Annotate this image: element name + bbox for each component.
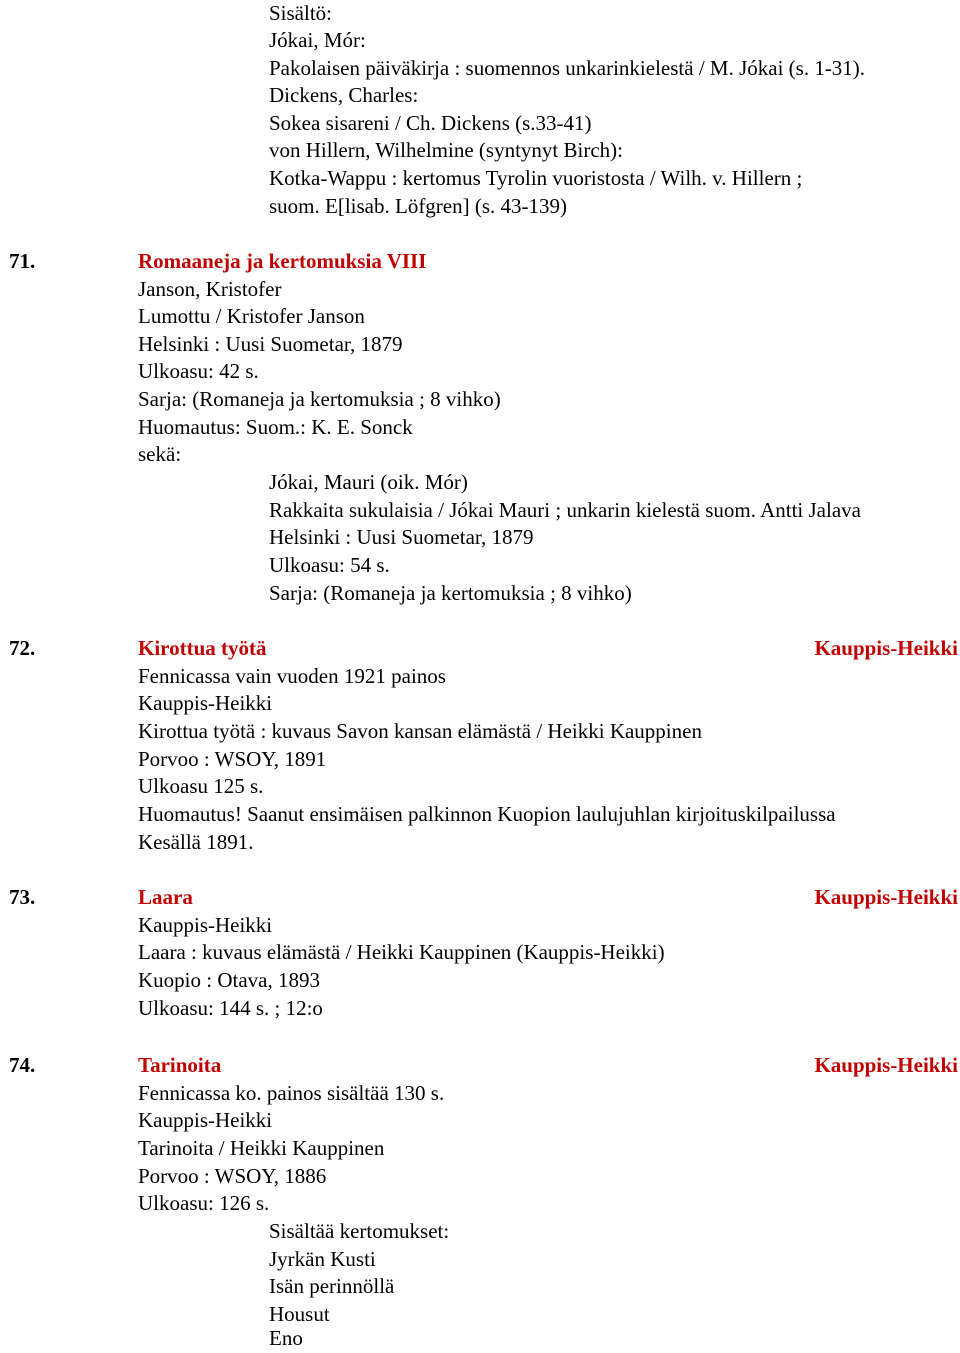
contents-line: Jókai, Mór: [269, 28, 366, 52]
entry-author: Kauppis-Heikki [814, 1053, 958, 1077]
entry-number: 72. [9, 636, 36, 660]
entry-title: Laara [138, 885, 193, 909]
contents-line: Dickens, Charles: [269, 83, 419, 107]
entry-line: Huomautus: Suom.: K. E. Sonck [138, 415, 413, 439]
entry-author: Kauppis-Heikki [814, 636, 958, 660]
entry-line: Tarinoita / Heikki Kauppinen [138, 1136, 385, 1160]
entry-number: 73. [9, 885, 36, 909]
entry-sub-line: Sarja: (Romaneja ja kertomuksia ; 8 vihko) [269, 581, 632, 605]
entry-title: Kirottua työtä [138, 636, 267, 660]
entry-sub-line: Rakkaita sukulaisia / Jókai Mauri ; unkarin kielestä suom. Antti Jalava [269, 498, 861, 522]
entry-line: Kauppis-Heikki [138, 913, 273, 937]
entry-line: sekä: [138, 442, 182, 466]
contents-line: von Hillern, Wilhelmine (syntynyt Birch): [269, 138, 623, 162]
entry-sub-line: Jyrkän Kusti [269, 1247, 376, 1271]
entry-author: Kauppis-Heikki [814, 885, 958, 909]
entry-line: Porvoo : WSOY, 1886 [138, 1164, 327, 1188]
entry-sub-line: Ulkoasu: 54 s. [269, 553, 390, 577]
entry-sub-line: Sisältää kertomukset: [269, 1219, 450, 1243]
entry-line: Laara : kuvaus elämästä / Heikki Kauppinen (Kauppis-Heikki) [138, 940, 665, 964]
contents-line: suom. E[lisab. Löfgren] (s. 43-139) [269, 194, 568, 218]
contents-line: Pakolaisen päiväkirja : suomennos unkarinkielestä / M. Jókai (s. 1-31). [269, 56, 866, 80]
entry-line: Ulkoasu: 144 s. ; 12:o [138, 996, 323, 1020]
entry-line: Fennicassa vain vuoden 1921 painos [138, 664, 446, 688]
entry-line: Fennicassa ko. painos sisältää 130 s. [138, 1081, 445, 1105]
entry-line: Ulkoasu 125 s. [138, 774, 264, 798]
entry-number: 74. [9, 1053, 36, 1077]
entry-sub-line: Eno [269, 1326, 303, 1350]
contents-line: Sokea sisareni / Ch. Dickens (s.33-41) [269, 111, 592, 135]
entry-line: Kirottua työtä : kuvaus Savon kansan elämästä / Heikki Kauppinen [138, 719, 702, 743]
entry-title: Tarinoita [138, 1053, 222, 1077]
entry-line: Kauppis-Heikki [138, 691, 273, 715]
contents-heading: Sisältö: [269, 1, 333, 25]
entry-line: Janson, Kristofer [138, 277, 282, 301]
entry-line: Kauppis-Heikki [138, 1108, 273, 1132]
entry-line: Ulkoasu: 42 s. [138, 359, 259, 383]
entry-line: Lumottu / Kristofer Janson [138, 304, 365, 328]
entry-title: Romaaneja ja kertomuksia VIII [138, 249, 427, 273]
entry-line: Sarja: (Romaneja ja kertomuksia ; 8 vihko) [138, 387, 501, 411]
entry-line: Kesällä 1891. [138, 830, 254, 854]
contents-line: Kotka-Wappu : kertomus Tyrolin vuoristosta / Wilh. v. Hillern ; [269, 166, 803, 190]
entry-number: 71. [9, 249, 36, 273]
entry-line: Ulkoasu: 126 s. [138, 1191, 270, 1215]
entry-sub-line: Jókai, Mauri (oik. Mór) [269, 470, 468, 494]
entry-sub-line: Isän perinnöllä [269, 1274, 395, 1298]
entry-line: Porvoo : WSOY, 1891 [138, 747, 327, 771]
entry-sub-line: Housut [269, 1302, 330, 1326]
entry-line: Helsinki : Uusi Suometar, 1879 [138, 332, 403, 356]
entry-line: Huomautus! Saanut ensimäisen palkinnon Kuopion laulujuhlan kirjoituskilpailussa [138, 802, 836, 826]
entry-sub-line: Helsinki : Uusi Suometar, 1879 [269, 525, 534, 549]
entry-line: Kuopio : Otava, 1893 [138, 968, 320, 992]
